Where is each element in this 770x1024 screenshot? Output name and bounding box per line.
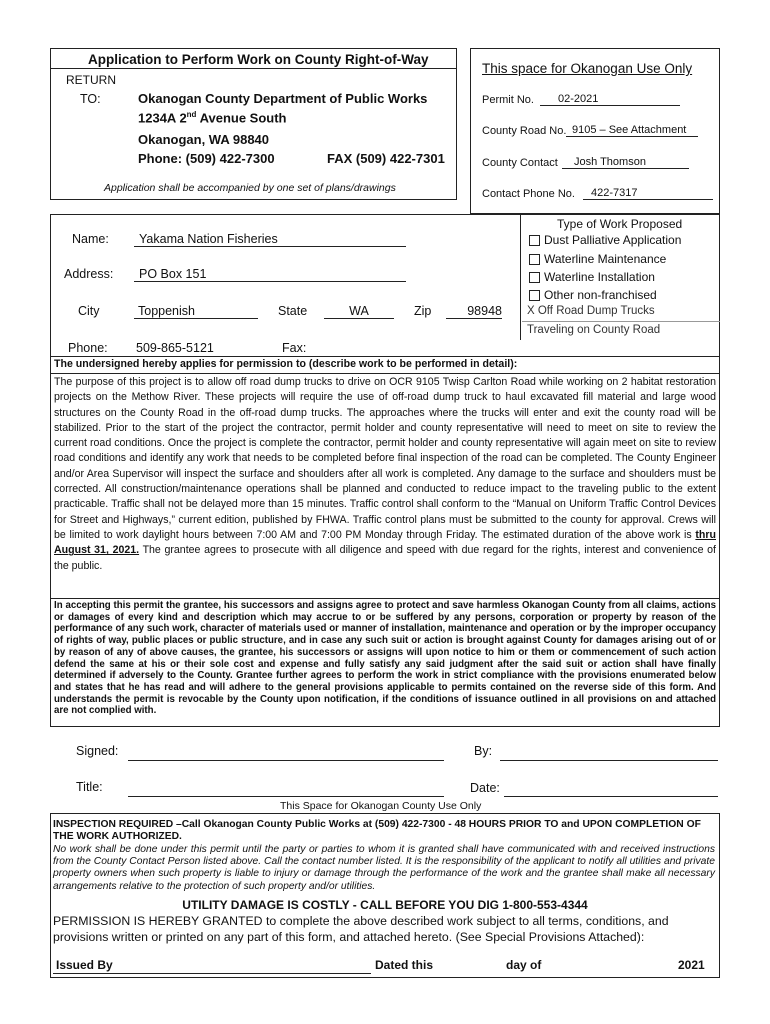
state-field[interactable]	[324, 304, 394, 319]
inspection-heading: INSPECTION REQUIRED –Call Okanogan County Public Works at (509) 422-7300 - 48 HOURS PRIOR TO and UPON COMPLETION OF THE WORK AUTHORIZED.	[53, 819, 701, 843]
indemnity-text: In accepting this permit the grantee, his successors and assigns agree to protect and save harmless Okanogan County from all claims, actions or damages of every kind and description which may accrue to or be suffered by any persons, corporation or property by reason of the performance of any such work, character of materials used or manner of installation, maintenance and operation or by the improper occupancy of rights of way, public places or public structure, and in case any such suit or action is brought against County for damages arising out of or by reason of any of above causes, the grantee, his successors or assigns will upon notice to him or them or commencement of such action defend the same at his or their sole cost and expense and fully satisfy any said judgment after the said suit or action shall have finally determined if adversely to the County. Grantee further agrees to perform the work in strict compliance with the provisions enumerated below and states that he has read and will adhere to the general provisions applicable to permits contained on the reverse side of this form. And understands the permit is revocable by the County upon notification, if the conditions of issuance outlined in all provisions on and attached are not complied with.	[54, 600, 716, 717]
contact-phone-label: Contact Phone No.	[482, 188, 575, 200]
address-value: PO Box 151	[139, 267, 207, 281]
city-field[interactable]	[134, 304, 258, 319]
header-divider	[50, 68, 457, 69]
city-label: City	[78, 304, 100, 318]
dated-this-label: Dated this	[375, 958, 434, 972]
other-description-line1[interactable]: X Off Road Dump Trucks	[527, 305, 655, 317]
phone-label: Phone:	[68, 341, 108, 355]
option-other-nonfranchised[interactable]	[529, 288, 657, 302]
phone-value: 509-865-5121	[136, 341, 214, 355]
address-field[interactable]	[134, 267, 406, 282]
to-label: TO:	[80, 92, 101, 106]
return-label: RETURN	[66, 73, 116, 87]
county-use-note: This Space for Okanogan County Use Only	[280, 800, 482, 812]
checkbox-waterline-installation[interactable]	[529, 272, 540, 283]
address-label: Address:	[64, 267, 114, 281]
signed-line[interactable]	[128, 760, 444, 761]
form-title: Application to Perform Work on County Right-of-Way	[88, 52, 429, 67]
street-name: Avenue South	[196, 110, 287, 126]
state-value: WA	[349, 304, 369, 318]
date-line[interactable]	[504, 796, 718, 797]
checkbox-dust-palliative[interactable]	[529, 235, 540, 246]
plans-note: Application shall be accompanied by one set of plans/drawings	[104, 182, 396, 194]
description-heading: The undersigned hereby applies for permission to (describe work to be performed in detail):	[54, 358, 518, 370]
name-label: Name:	[72, 232, 109, 246]
by-label: By:	[474, 744, 493, 758]
title-label: Title:	[76, 780, 103, 794]
name-value: Yakama Nation Fisheries	[139, 232, 278, 246]
other-line-separator	[522, 321, 720, 322]
checkbox-waterline-maintenance[interactable]	[529, 254, 540, 265]
contact-phone-value: 422-7317	[591, 187, 638, 199]
fax-label: Fax:	[282, 341, 307, 355]
permit-label: Permit No.	[482, 94, 534, 106]
day-of-label: day of	[506, 958, 542, 972]
signed-label: Signed:	[76, 744, 119, 758]
by-line[interactable]	[500, 760, 718, 761]
zip-value: 98948	[467, 304, 502, 318]
option-waterline-maintenance-label: Waterline Maintenance	[544, 252, 667, 266]
county-contact-label: County Contact	[482, 157, 558, 169]
department-city: Okanogan, WA 98840	[138, 132, 270, 147]
contact-phone-field[interactable]	[583, 187, 713, 200]
street-number: 1234A 2	[138, 110, 187, 126]
option-waterline-installation-label: Waterline Installation	[544, 270, 655, 284]
permission-granted-text: PERMISSION IS HEREBY GRANTED to complete the above described work subject to all terms, conditions, and provisions written or printed on any part of this form, and attached hereto. (See Special Provisions Attached):	[53, 914, 669, 944]
option-dust-palliative-label: Dust Palliative Application	[544, 233, 682, 247]
description-divider	[50, 373, 720, 374]
option-dust-palliative[interactable]	[529, 233, 681, 247]
zip-label: Zip	[414, 304, 432, 318]
department-name: Okanogan County Department of Public Works	[138, 91, 428, 106]
description-text: The purpose of this project is to allow off road dump trucks to drive on OCR 9105 Twisp Carlton Road while working on 2 habitat restoration projects on the Methow River. These projects will require the use of off-road dump truck to haul excavated fill material and large wood structures on the County Road in the off-road dump trucks. The approaches where the trucks will enter and exit the county road will be stabilized. Prior to the start of the project the contractor, permit holder and county representative will need to meet on site to review the current road conditions. Once the project is complete the contractor, permit holder and county representative will again meet on site to review road conditions and identify any work that needs to be completed before final inspection of the road can be completed. The County Engineer and/or Area Supervisor will inspect the surface and shoulders after all work is completed. Any damage to the surface and shoulders must be corrected. All construction/maintenance operations shall be planned and conducted to reduce impact to the traveling public to the extent practicable. Traffic shall not be delayed more than 15 minutes. Traffic control shall conform to the “Manual on Uniform Traffic Control Devices for Street and Highways,” current edition, published by FHWA. Traffic control plans must be submitted to the county for approval. Crews will be limited to work daylight hours between 7:00 AM and 7:00 PM Monday through Friday. The estimated duration of the above work is	[54, 376, 716, 541]
county-use-title: This space for Okanogan Use Only	[482, 61, 693, 76]
county-road-field[interactable]	[566, 124, 698, 137]
issued-by-line[interactable]	[53, 973, 371, 974]
title-line[interactable]	[128, 796, 444, 797]
county-road-label: County Road No.	[482, 125, 567, 137]
permit-number-field[interactable]	[540, 93, 680, 106]
work-type-title: Type of Work Proposed	[557, 217, 683, 231]
option-waterline-maintenance[interactable]	[529, 252, 666, 266]
state-label: State	[278, 304, 308, 318]
county-road-value: 9105 – See Attachment	[572, 124, 687, 136]
permit-number-value: 02-2021	[558, 93, 599, 105]
utility-warning: UTILITY DAMAGE IS COSTLY - CALL BEFORE YOU DIG 1-800-553-4344	[182, 898, 588, 912]
street-suffix: nd	[186, 110, 197, 119]
issued-by-label: Issued By	[56, 958, 113, 972]
department-phone: Phone: (509) 422-7300	[138, 151, 275, 166]
work-description-field[interactable]	[54, 375, 716, 574]
permit-row	[482, 94, 534, 106]
checkbox-other-nonfranchised[interactable]	[529, 290, 540, 301]
name-field[interactable]	[134, 232, 406, 247]
description-text-end: The grantee agrees to prosecute with all diligence and speed with due regard for the rights, interest and convenience of the public.	[54, 544, 716, 572]
option-waterline-installation[interactable]	[529, 270, 655, 284]
county-contact-field[interactable]	[562, 156, 689, 169]
option-other-nonfranchised-label: Other non-franchised	[544, 288, 657, 302]
inspection-instructions: No work shall be done under this permit until the party or parties to whom it is granted shall have communicated with and received instructions from the County Contact Person listed above. Call the contact number listed. It is the responsibility of the applicant to notify all utilities and private property owners when such property is liable to injury or damage through the performance of the work and the grantee shall make all necessary arrangements relative to the protection of such property and/or utilities.	[53, 844, 715, 892]
other-description-line2[interactable]: Traveling on County Road	[527, 324, 661, 336]
department-street	[138, 110, 287, 125]
duration-value: thru August 31, 2021.	[54, 528, 716, 557]
city-value: Toppenish	[138, 304, 195, 318]
issued-year: 2021	[678, 958, 705, 972]
department-fax: FAX (509) 422-7301	[327, 151, 445, 166]
zip-field[interactable]	[446, 304, 502, 319]
county-contact-value: Josh Thomson	[574, 156, 646, 168]
date-label: Date:	[470, 781, 500, 795]
phone-field[interactable]	[136, 341, 214, 355]
